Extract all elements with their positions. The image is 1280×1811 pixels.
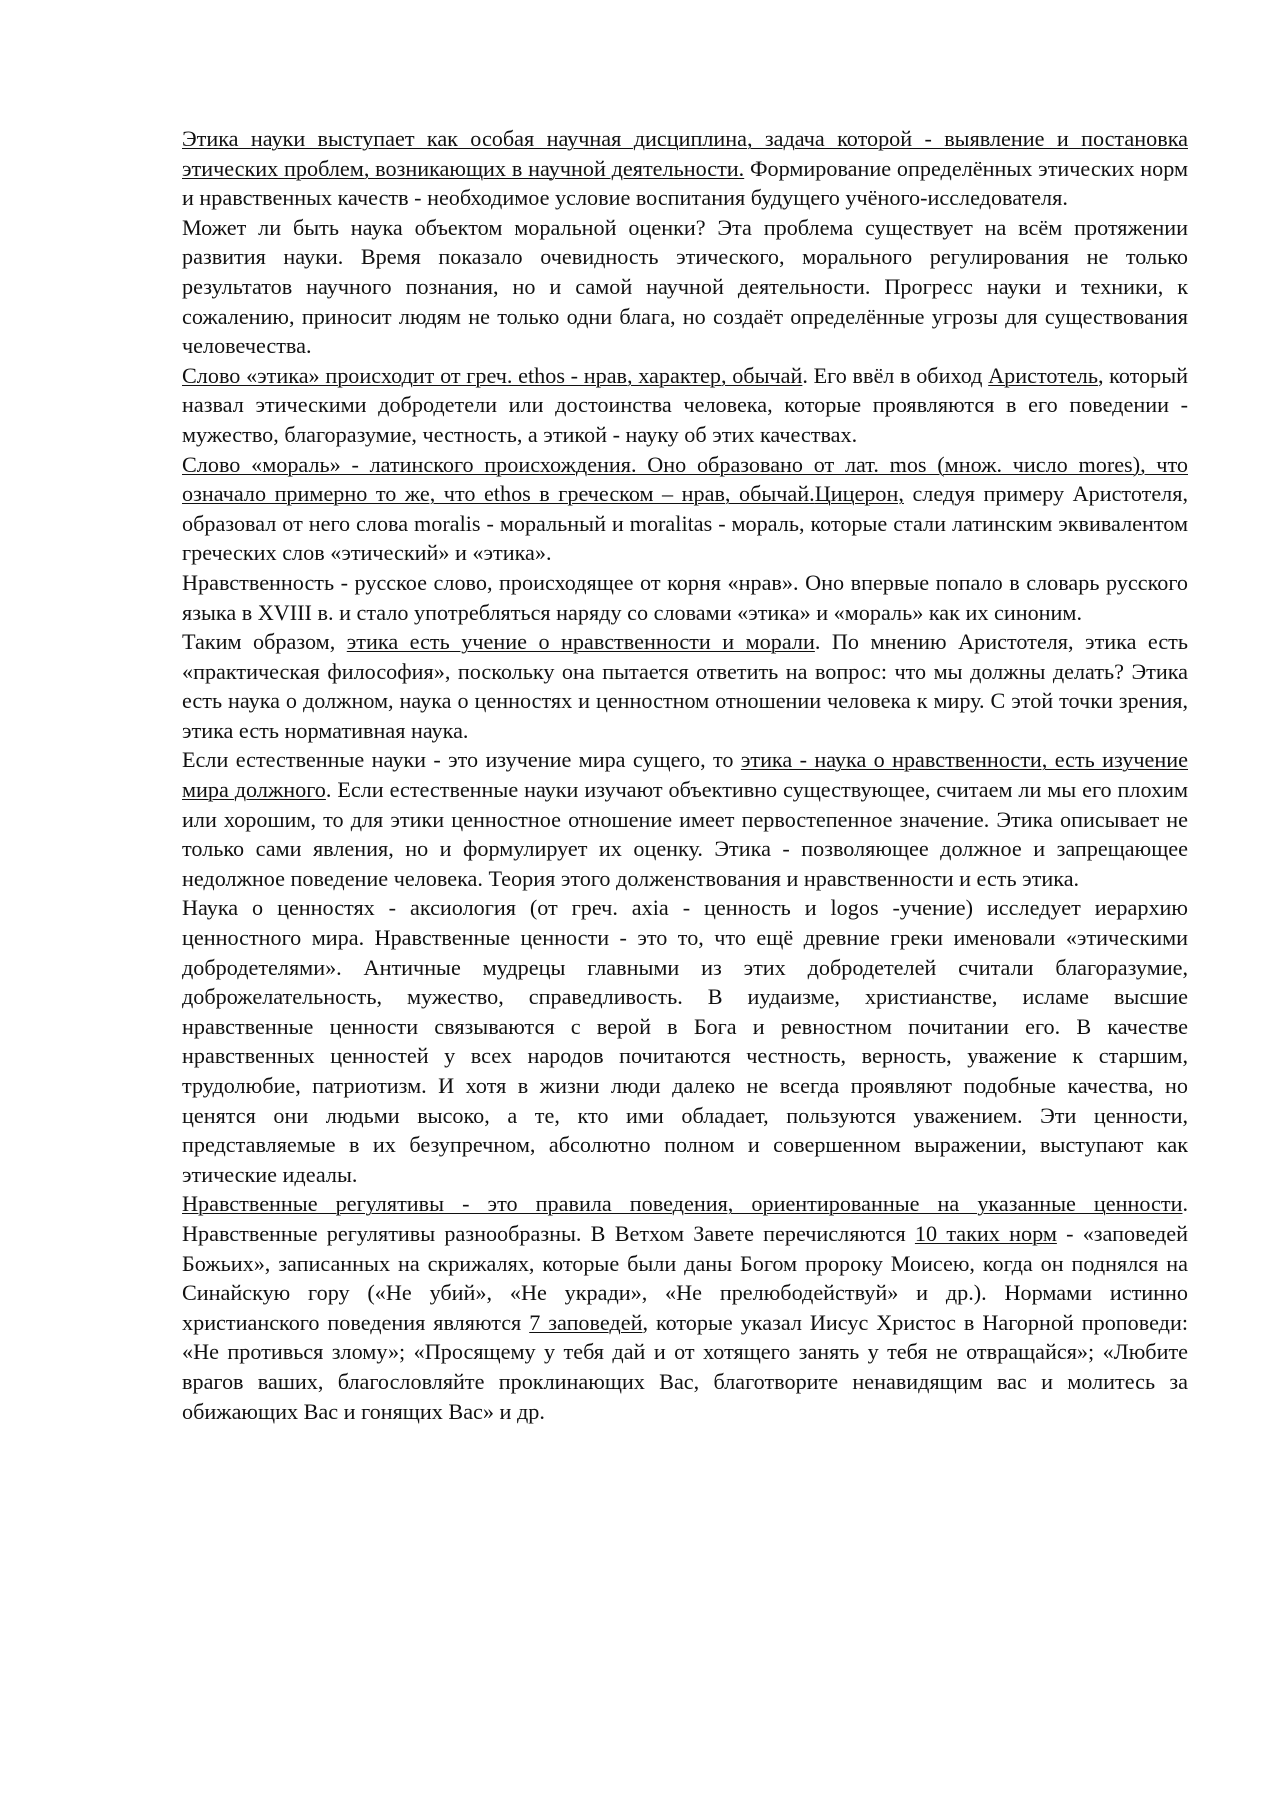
text-run: Если естественные науки - это изучение мира сущего, то bbox=[182, 747, 741, 773]
text-run: - «заповедей Божьих», записанных на скрижалях, которые были даны Богом пророку Моисею, когда он поднялся на Синайскую гору («Не убий», «Не укради», «Не прелюбодействуй» и др.). Нормами истинно христианского поведения являются bbox=[182, 1220, 1188, 1335]
text-run: следуя примеру Аристотеля, образовал от него слова moralis - моральный и moralitas - мораль, которые стали латинским эквивалентом греческих слов «этический» и «этика». bbox=[182, 481, 1188, 566]
text-run: . Нравственные регулятивы разнообразны. В Ветхом Завете перечисляются bbox=[182, 1191, 1188, 1246]
paragraph-ethics-definition bbox=[182, 627, 1188, 745]
underlined-phrase: Этика науки выступает как особая научная дисциплина, задача которой - выявление и постановка этических проблем, возникающих в научной деятельности. bbox=[182, 126, 1188, 181]
paragraph-word-moral bbox=[182, 450, 1188, 568]
text-run: . По мнению Аристотеля, этика есть «практическая философия», поскольку она пытается ответить на вопрос: что мы должны делать? Этика есть наука о должном, наука о ценностях и ценностном отношении человека к миру. С этой точки зрения, этика есть нормативная наука. bbox=[182, 629, 1188, 743]
underlined-phrase: 10 таких норм bbox=[914, 1220, 1057, 1246]
text-run: , которые указал Иисус Христос в Нагорной проповеди: «Не противься злому»; «Просящему у тебя дай и от хотящего занять у тебя не отвращайся»; «Любите врагов ваших, благословляйте проклинающих Вас, благотворите ненавидящим вас и молитесь за обижающих Вас и гонящих Вас» и др. bbox=[182, 1309, 1188, 1424]
underlined-phrase: Нравственные регулятивы - это правила поведения, ориентированные на указанные ценности bbox=[182, 1191, 1183, 1217]
paragraph-moral-evaluation bbox=[182, 213, 1188, 361]
paragraph-word-ethics bbox=[182, 361, 1188, 450]
text-run: , который назвал этическими добродетели или достоинства человека, которые проявляются в его поведении - мужество, благоразумие, честность, а этикой - науку об этих качествах. bbox=[182, 362, 1188, 447]
text-run: Нравственность - русское слово, происходящее от корня «нрав». Оно впервые попало в словарь русского языка в XVIII в. и стало употребляться наряду со словами «этика» и «мораль» как их синоним. bbox=[182, 569, 1188, 625]
underlined-phrase: Аристотель bbox=[988, 362, 1098, 388]
paragraph-morality-word bbox=[182, 568, 1188, 627]
underlined-phrase: Слово «этика» происходит от греч. ethos - нрав, характер, обычай bbox=[182, 362, 803, 388]
text-run: . Если естественные науки изучают объективно существующее, считаем ли мы его плохим или хорошим, то для этики ценностное отношение имеет первостепенное значение. Этика описывает не только сами явления, но и формулирует их оценку. Этика - позволяющее должное и запрещающее недолжное поведение человека. Теория этого долженствования и нравственности и есть этика. bbox=[182, 777, 1188, 891]
paragraph-natural-sciences bbox=[182, 745, 1188, 893]
underlined-phrase: Цицерон, bbox=[814, 481, 904, 507]
underlined-phrase: 7 заповедей bbox=[529, 1309, 643, 1335]
text-run: Таким образом, bbox=[182, 629, 347, 655]
paragraph-moral-regulatives bbox=[182, 1189, 1188, 1426]
text-run: Формирование определённых этических норм и нравственных качеств - необходимое условие воспитания будущего учёного-исследователя. bbox=[182, 155, 1188, 211]
document-page bbox=[182, 124, 1188, 1426]
text-run: Может ли быть наука объектом моральной оценки? Эта проблема существует на всём протяжении развития науки. Время показало очевидность этического, морального регулирования не только результатов научного познания, но и самой научной деятельности. Прогресс науки и техники, к сожалению, приносит людям не только одни блага, но создаёт определённые угрозы для существования человечества. bbox=[182, 214, 1188, 359]
paragraph-axiology bbox=[182, 893, 1188, 1189]
underlined-phrase: этика - наука о нравственности, есть изучение мира должного bbox=[182, 747, 1188, 803]
text-run: Наука о ценностях - аксиология (от греч. axia - ценность и logos -учение) исследует иерархию ценностного мира. Нравственные ценности - это то, что ещё древние греки именовали «этическими добродетелями». Античные мудрецы главными из этих добродетелей считали благоразумие, доброжелательность, мужество, справедливость. В иудаизме, христианстве, исламе высшие нравственные ценности связываются с верой в Бога и ревностном почитании его. В качестве нравственных ценностей у всех народов почитаются честность, верность, уважение к старшим, трудолюбие, патриотизм. И хотя в жизни люди далеко не всегда проявляют подобные качества, но ценятся они людьми высоко, а те, кто ими обладает, пользуются уважением. Эти ценности, представляемые в их безупречном, абсолютно полном и совершенном выражении, выступают как этические идеалы. bbox=[182, 895, 1188, 1187]
underlined-phrase: Слово «мораль» - латинского происхождения. Оно образовано от лат. mos (множ. число mores), что означало примерно то же, что ethos в греческом – нрав, обычай. bbox=[182, 451, 1188, 507]
paragraph-ethics-of-science bbox=[182, 124, 1188, 213]
text-run: . Его ввёл в обиход bbox=[802, 362, 989, 388]
underlined-phrase: этика есть учение о нравственности и морали bbox=[346, 629, 815, 655]
